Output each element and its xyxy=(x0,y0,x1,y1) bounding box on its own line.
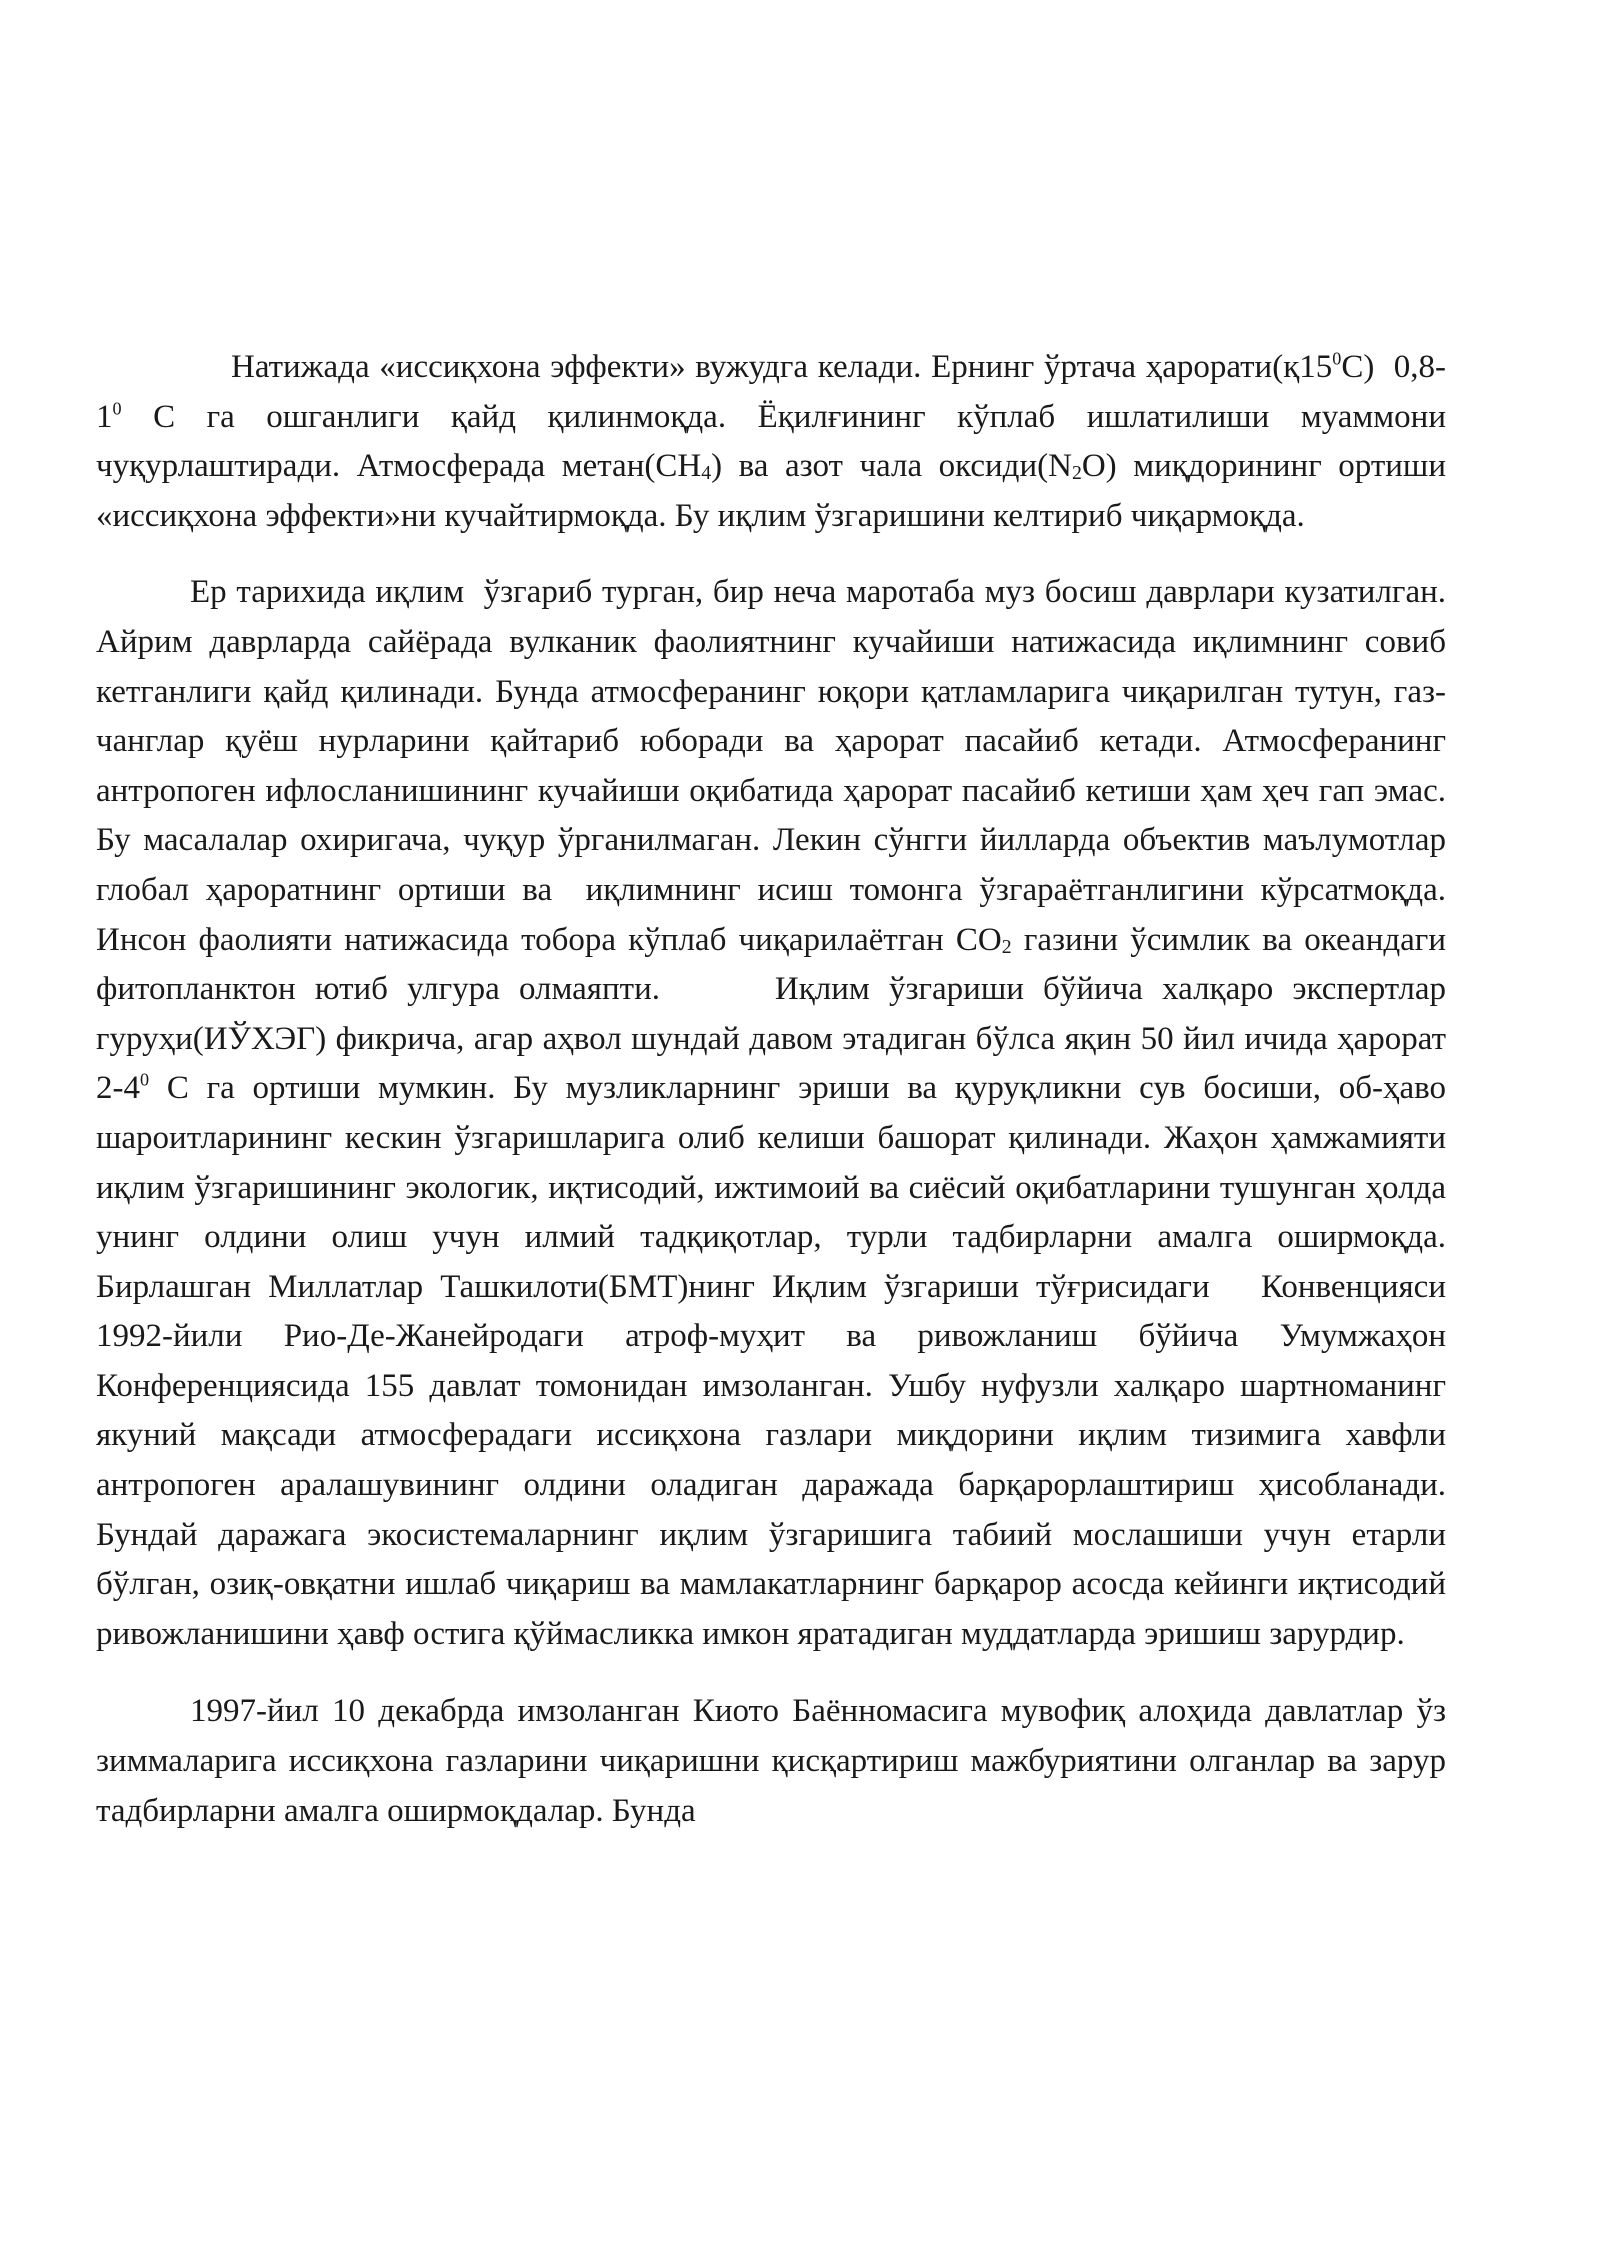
text-run: 1997-йил 10 декабрда имзоланган Киото Баённомасига мувофиқ алоҳида давлатлар ўз зиммаларига иссиқхона газларини чиқаришни қисқартириш мажбуриятини олганлар ва зарур тадбирларни амалга оширмоқдалар. Бунда xyxy=(96,1693,1455,1829)
paragraph-greenhouse-effect xyxy=(96,343,1463,541)
text-run: газини ўсимлик ва океандаги фитопланктон ютиб улгура олмаяпти. Иқлим ўзгариши бўйича халқаро экспертлар гуруҳи(ИЎХЭГ) фикрича, агар аҳвол шундай давом этадиган бўлса яқин 50 йил ичида ҳарорат 2-4 xyxy=(96,921,1455,1107)
text-run: С га ошганлиги қайд қилинмоқда. Ёқилғининг кўплаб ишлатилиши муаммони чуқурлаштиради. Атмосферада метан(СН xyxy=(96,398,1455,485)
document-body xyxy=(96,343,1496,1836)
paragraph-climate-history xyxy=(96,568,1496,1659)
degree-superscript: 0 xyxy=(1332,348,1342,369)
subscript-ch4: 4 xyxy=(701,462,712,485)
text-run: ) ва азот чала оксиди(N xyxy=(711,448,1072,485)
text-run: С га ортиши мумкин. Бу музликларнинг эриши ва қуруқликни сув босиши, об-ҳаво шароитларининг кескин ўзгаришларига олиб келиши башорат қилинади. Жаҳон ҳамжамияти иқлим ўзгаришининг экологик, иқтисодий, ижтимоий ва сиёсий оқибатларини тушунган ҳолда унинг олдини олиш учун илмий тадқиқотлар, турли тадбирларни амалга оширмоқда. Бирлашган Миллатлар Ташкилоти(БМТ)нинг Иқлим ўзгариши тўғрисидаги Конвенцияси 1992-йили Рио-Де-Жанейродаги атроф-муҳит ва ривожланиш бўйича Умумжаҳон Конференциясида 155 давлат томонидан имзоланган. Ушбу нуфузли халқаро шартноманинг якуний мақсади атмосферадаги иссиқхона газлари миқдорини иқлим тизимига хавфли антропоген аралашувининг олдини оладиган даражада барқарорлаштириш ҳисобланади. Бундай даражага экосистемаларнинг иқлим ўзгаришига табиий мослашиши учун етарли бўлган, озиқ-овқатни ишлаб чиқариш ва мамлакатларнинг барқарор асосда кейинги иқтисодий ривожланишини ҳавф остига қўймасликка имкон яратадиган муддатларда эришиш зарурдир. xyxy=(96,1070,1496,1652)
text-run: С) 0,8-1 xyxy=(96,349,1447,435)
paragraph-kyoto-protocol xyxy=(96,1687,1455,1836)
degree-superscript: 0 xyxy=(140,1069,150,1090)
text-run: Натижада «иссиқхона эффекти» вужудга келади. Ернинг ўртача ҳарорати(қ15 xyxy=(231,349,1333,385)
subscript-co2: 2 xyxy=(1001,935,1012,958)
text-run: Ер тарихида иқлим ўзгариб турган, бир неча маротаба муз босиш даврлари кузатилган. Айрим даврларда сайёрада вулканик фаолиятнинг кучайиши натижасида иқлимнинг совиб кетганлиги қайд қилинади. Бунда атмосферанинг юқори қатламларига чиқарилган тутун, газ-чанглар қуёш нурларини қайтариб юборади ва ҳарорат пасайиб кетади. Атмосферанинг антропоген ифлосланишининг кучайиши оқибатида ҳарорат пасайиб кетиши ҳам ҳеч гап эмас. Бу масалалар охиригача, чуқур ўрганилмаган. Лекин сўнгги йилларда объектив маълумотлар глобал ҳароратнинг ортиши ва иқлимнинг исиш томонга ўзгараётганлигини кўрсатмоқда. Инсон фаолияти натижасида тобора кўплаб чиқарилаётган СО xyxy=(96,574,1455,958)
text-run: O) миқдорининг ортиши «иссиқхона эффекти»ни кучайтирмоқда. Бу иқлим ўзгаришини келтириб чиқармоқда. xyxy=(96,448,1463,534)
subscript-n2o: 2 xyxy=(1071,462,1082,485)
degree-superscript: 0 xyxy=(112,397,122,418)
